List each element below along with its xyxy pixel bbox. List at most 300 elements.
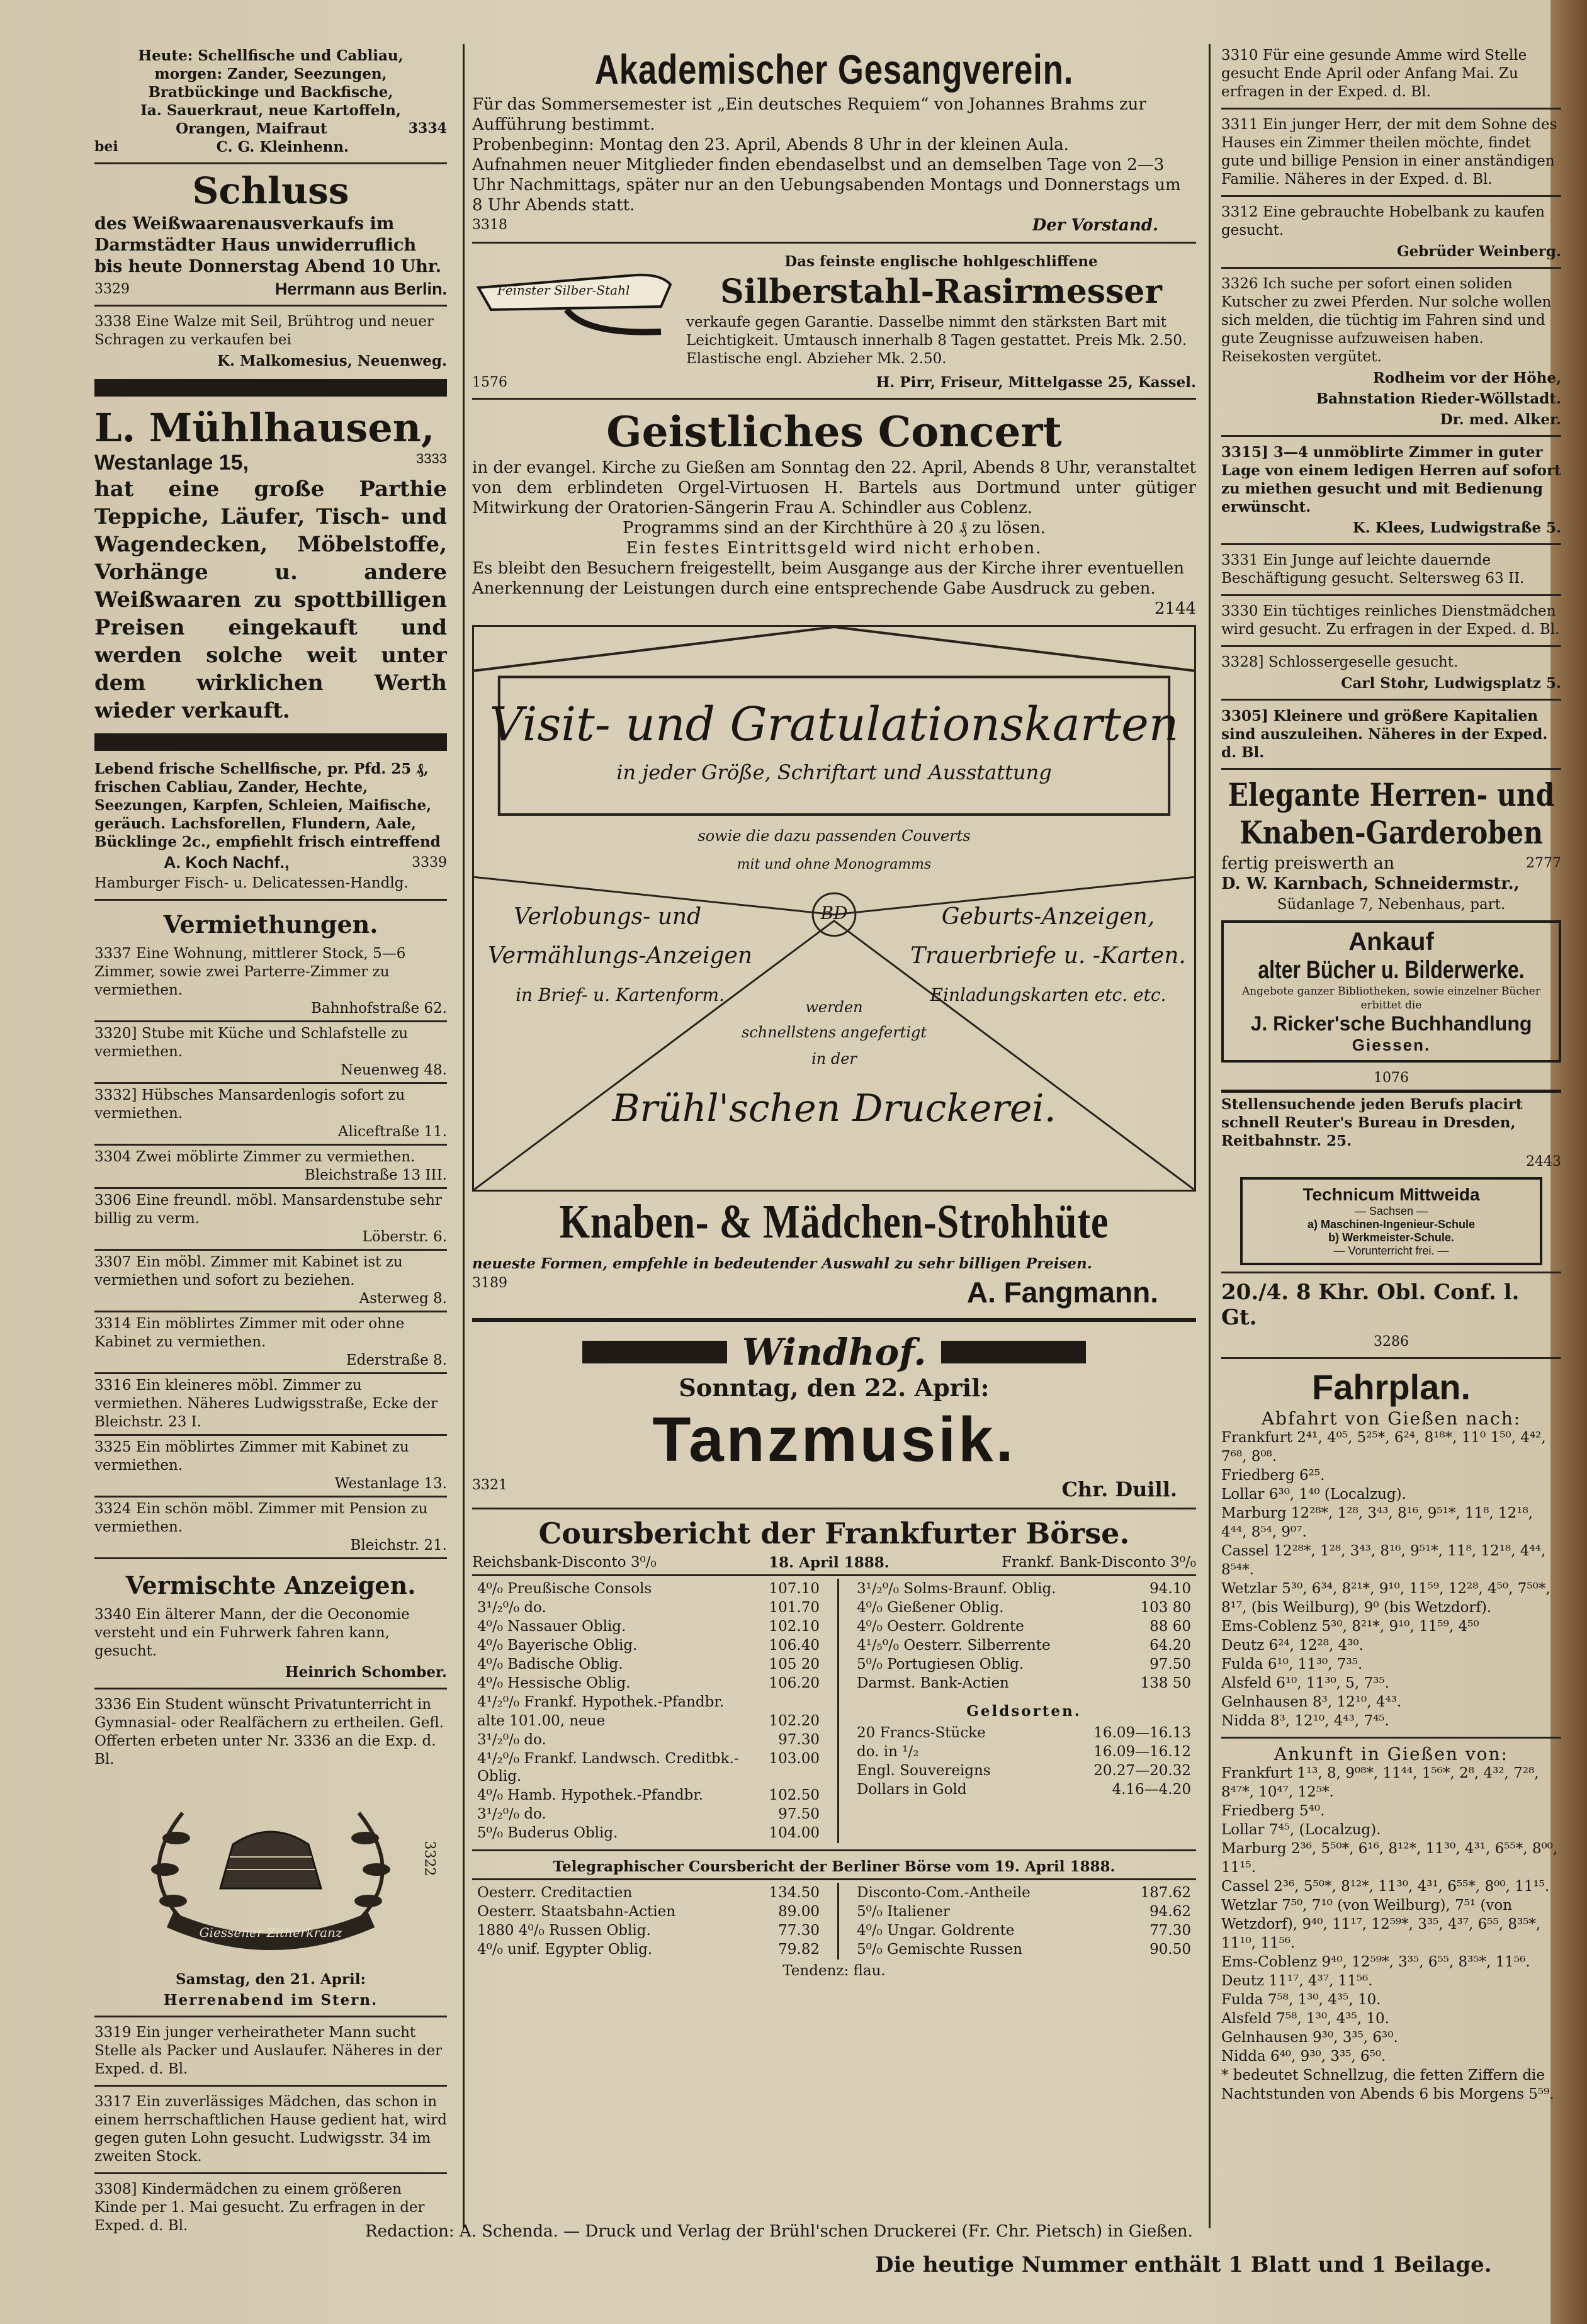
security-value: 4.16—4.20 <box>1112 1781 1191 1798</box>
boerse-row <box>473 1656 823 1673</box>
rental-address: Bahnhofstraße 62. <box>310 1000 447 1017</box>
fahrplan-arrivals-title: Ankunft in Gießen von: <box>1274 1744 1508 1764</box>
security-name: 3¹/₂⁰/₀ do. <box>477 1732 546 1748</box>
rental-text: 3337 Eine Wohnung, mittlerer Stock, 5—6 Zimmer, sowie zwei Parterre-Zimmer zu vermiethen. <box>94 945 406 998</box>
boerse-row <box>853 1656 1195 1673</box>
boerse-date: 18. April 1888. <box>769 1554 890 1571</box>
envelope-center-3: in der <box>811 1050 857 1068</box>
rental-ad <box>94 1025 447 1080</box>
security-value: 16.09—16.13 <box>1093 1725 1191 1741</box>
divider <box>472 242 1196 244</box>
security-value: 89.00 <box>778 1904 820 1920</box>
security-value: 77.30 <box>1149 1922 1191 1939</box>
boerse-tables <box>472 1579 1196 1843</box>
geldsorten-row <box>853 1743 1195 1761</box>
rental-ad <box>94 1500 447 1555</box>
boerse-row <box>473 1731 823 1749</box>
right-ad: 3312 Eine gebrauchte Hobelbank zu kaufen gesucht. <box>1221 204 1545 239</box>
pointing-hand-icon <box>582 1341 727 1363</box>
rental-address: Asterweg 8. <box>359 1290 447 1307</box>
left-column <box>94 44 447 2235</box>
timetable-row: Cassel 2³⁶, 5⁵⁰*, 8¹²*, 11³⁰, 4³¹, 6⁵⁵*, 8⁰⁰, 11¹⁵. <box>1221 1878 1550 1895</box>
fish-line: Orangen, Maifraut <box>176 120 327 137</box>
rental-ad <box>94 1253 447 1308</box>
security-value: 106.40 <box>769 1637 820 1654</box>
rental-text: 3307 Ein möbl. Zimmer mit Kabinet ist zu vermiethen und sofort zu beziehen. <box>94 1254 403 1289</box>
right-ad-signature: Gebrüder Weinberg. <box>1396 243 1561 260</box>
security-name: do. in ¹/₂ <box>857 1744 919 1760</box>
boerse-row <box>473 1637 823 1654</box>
boerse-row <box>473 1580 823 1598</box>
windhof-header <box>472 1331 1196 1374</box>
boerse-discount-left: Reichsbank-Disconto 3⁰/₀ <box>472 1554 657 1571</box>
envelope-title: Visit- und Gratulationskarten <box>489 697 1179 752</box>
tanzmusik-title: Tanzmusik. <box>652 1404 1016 1475</box>
security-name: 5⁰/₀ Portugiesen Oblig. <box>857 1656 1024 1672</box>
geldsorten-title: Geldsorten. <box>966 1703 1082 1720</box>
boerse-row <box>853 1580 1195 1598</box>
mix-ad: 3317 Ein zuverlässiges Mädchen, das schon in einem herrschaftlichen Hause gedient hat, wird gegen guten Lohn gesucht. Ludwigsstr. 34 im zweiten Stock. <box>94 2094 447 2165</box>
mix-ad: 3336 Ein Student wünscht Privatunterricht in Gymnasial- oder Realfächern zu ertheilen. Gefl. Offerten erbeten unter Nr. 3336 an die Exp. d. Bl. <box>94 1696 444 1768</box>
timetable-row: Friedberg 6²⁵. <box>1221 1467 1325 1484</box>
divider <box>1221 768 1561 770</box>
divider <box>94 1187 447 1189</box>
gesangverein-probe: Probenbeginn: Montag den 23. April, Abends 8 Uhr in der kleinen Aula. <box>472 135 1069 154</box>
boerse-left-table <box>472 1579 825 1843</box>
timetable-row: Marburg 2³⁶, 5⁵⁰*, 6¹⁶, 8¹²*, 11³⁰, 4³¹, 6⁵⁵*, 8⁰⁰, 11¹⁵. <box>1221 1841 1558 1876</box>
razor-icon <box>472 250 680 344</box>
rental-ad <box>94 1315 447 1370</box>
footer-redaction: Redaction: A. Schenda. — Druck und Verlag der Brühl'schen Druckerei (Fr. Chr. Pietsch) in Gießen. <box>365 2222 1193 2241</box>
divider <box>94 2172 447 2174</box>
gesangverein-body: Für das Sommersemester ist „Ein deutsches Requiem“ von Johannes Brahms zur Aufführung bestimmt. <box>472 95 1146 134</box>
fish-line: morgen: Zander, Seezungen, <box>154 65 387 82</box>
mix-ad: 3319 Ein junger verheiratheter Mann sucht Stelle als Packer und Auslaufer. Näheres in der Exped. d. Bl. <box>94 2024 443 2077</box>
security-name: 20 Francs-Stücke <box>857 1725 986 1741</box>
security-value: 64.20 <box>1149 1637 1191 1654</box>
boerse-row <box>473 1693 823 1711</box>
ad-number: 2443 <box>1526 1154 1561 1170</box>
rental-ad <box>94 1192 447 1246</box>
ad-number: 1576 <box>472 375 507 390</box>
fahrplan-arrivals <box>1221 1764 1561 2066</box>
security-value: 102.50 <box>769 1787 820 1803</box>
security-name: Engl. Souvereigns <box>857 1763 991 1779</box>
rental-text: 3320] Stube mit Küche und Schlafstelle zu vermiethen. <box>94 1025 409 1060</box>
divider <box>94 1434 447 1436</box>
right-ad: 3330 Ein tüchtiges reinliches Dienstmädchen wird gesucht. Zu erfragen in der Exped. d. Bl. <box>1221 603 1560 638</box>
envelope-bottom: Brühl'schen Druckerei. <box>612 1086 1056 1131</box>
divider <box>1221 645 1561 647</box>
rental-text: 3314 Ein möblirtes Zimmer mit oder ohne Kabinet zu vermiethen. <box>94 1316 405 1350</box>
timetable-row: Deutz 6²⁴, 12²⁸, 4³⁰. <box>1221 1637 1364 1654</box>
gesangverein-aufnahme: Aufnahmen neuer Mitglieder finden ebendaselbst und an demselben Tage von 2—3 Uhr Nachmittags, später nur an den Uebungsabenden Montags und Donnerstags um 8 Uhr Abends statt. <box>472 155 1181 215</box>
boerse-row <box>473 1599 823 1616</box>
tanzmusik-date: Sonntag, den 22. April: <box>679 1374 990 1402</box>
divider <box>94 1372 447 1374</box>
razor-blade-text: Feinster Silber-Stahl <box>497 283 630 298</box>
security-value: 77.30 <box>778 1922 820 1939</box>
concert-programme: Programms sind an der Kirchthüre à 20 ₰ zu lösen. <box>623 519 1046 538</box>
windhof-title: Windhof. <box>742 1331 927 1374</box>
divider <box>472 1878 1196 1880</box>
razor-title: Silberstahl-Rasirmesser <box>720 273 1162 311</box>
right-ad-signature: Bahnstation Rieder-Wöllstadt. <box>1316 390 1561 407</box>
rental-ad <box>94 1377 447 1431</box>
security-name: 4⁰/₀ Ungar. Goldrente <box>857 1922 1015 1939</box>
berlin-row <box>853 1903 1195 1921</box>
divider <box>94 1144 447 1146</box>
rental-text: 3316 Ein kleineres möbl. Zimmer zu vermiethen. Näheres Ludwigsstraße, Ecke der Bleichstr. 23 I. <box>94 1377 438 1430</box>
boerse-row <box>473 1786 823 1804</box>
timetable-row: Marburg 12²⁸*, 1²⁸, 3⁴³, 8¹⁶, 9⁵¹*, 11⁸, 12¹⁸, 4⁴⁴, 8⁵⁴, 9⁰⁷. <box>1221 1505 1533 1540</box>
timetable-row: Wetzlar 7⁵⁰, 7¹⁰ (von Weilburg), 7⁵¹ (von Wetzdorf), 9⁴⁰, 11¹⁷, 12⁵⁹*, 3³⁵, 4³⁷, 6⁵⁵, 8³⁵*, 11¹⁰, 11⁵⁶. <box>1221 1897 1541 1951</box>
envelope-right-3: Einladungskarten etc. etc. <box>930 984 1166 1005</box>
boerse-row <box>473 1750 823 1785</box>
divider <box>1221 543 1561 545</box>
berlin-row <box>853 1884 1195 1902</box>
geldsorten-table <box>852 1723 1196 1800</box>
security-name: 4⁰/₀ Hessische Oblig. <box>477 1675 631 1691</box>
garderoben-signature: D. W. Karnbach, Schneidermstr., <box>1221 874 1520 893</box>
column-rule <box>837 1883 839 1960</box>
razor-signature: H. Pirr, Friseur, Mittelgasse 25, Kassel. <box>876 374 1196 391</box>
fish-line: Bratbückinge und Backfische, <box>148 84 393 101</box>
obligation-line: 20./4. 8 Khr. Obl. Conf. l. Gt. <box>1221 1280 1520 1330</box>
middle-column <box>472 44 1196 2235</box>
razor-head: Das feinste englische hohlgeschliffene <box>784 253 1098 270</box>
boerse-title: Coursbericht der Frankfurter Börse. <box>538 1516 1130 1550</box>
berlin-right-table <box>852 1883 1196 1960</box>
security-value: 106.20 <box>769 1675 820 1691</box>
divider <box>94 899 447 901</box>
security-name: Oesterr. Creditactien <box>477 1885 633 1901</box>
garderoben-title: Elegante Herren- und Knaben-Garderoben <box>1228 776 1555 851</box>
ad-number: 3286 <box>1374 1334 1409 1350</box>
strohhuete-title: Knaben- & Mädchen-Strohhüte <box>559 1195 1109 1248</box>
security-value: 101.70 <box>769 1599 820 1616</box>
rental-address: Neuenweg 48. <box>341 1062 447 1078</box>
column-rule <box>837 1579 839 1843</box>
muehlhausen-address: Westanlage 15, <box>94 451 249 475</box>
boerse-row <box>473 1805 823 1823</box>
divider <box>472 1318 1196 1322</box>
berlin-row <box>853 1941 1195 1958</box>
security-name: 5⁰/₀ Buderus Oblig. <box>477 1825 618 1841</box>
gesangverein-signature: Der Vorstand. <box>1032 216 1158 235</box>
zither-emblem <box>94 1775 447 1964</box>
security-value: 103.00 <box>769 1751 820 1767</box>
timetable-row: Fulda 6¹⁰, 11³⁰, 7³⁵. <box>1221 1656 1363 1672</box>
fahrplan-departures-title: Abfahrt von Gießen nach: <box>1261 1408 1522 1429</box>
berlin-row <box>853 1922 1195 1939</box>
ad-number: 2144 <box>1154 599 1196 618</box>
security-value: 105 20 <box>769 1656 820 1672</box>
divider <box>472 1508 1196 1509</box>
black-bar <box>94 733 447 751</box>
security-value: 134.50 <box>769 1885 820 1901</box>
vermiethungen-title: Vermiethungen. <box>163 910 378 939</box>
security-value: 107.10 <box>769 1581 820 1597</box>
koch-body: Lebend frische Schellfische, pr. Pfd. 25 ₰, frischen Cabliau, Zander, Hechte, Seezungen, Karpfen, Schleien, Maifische, geräuch. Lachsforellen, Flundern, Aale, Bücklinge 2c., empfiehlt frisch eintreffend <box>94 760 441 850</box>
timetable-row: Frankfurt 1¹³, 8, 9⁰⁸*, 11⁴⁴, 1⁵⁶*, 2⁸, 4³², 7²⁸, 8⁴⁷*, 10⁴⁷, 12⁵*. <box>1221 1765 1539 1800</box>
technicum-c: — Vorunterricht frei. — <box>1333 1244 1449 1257</box>
divider <box>94 305 447 307</box>
boerse-row <box>473 1618 823 1635</box>
boerse-row <box>473 1674 823 1692</box>
security-value: 97.30 <box>778 1732 820 1748</box>
divider <box>94 1496 447 1498</box>
security-value <box>765 1693 823 1711</box>
garderoben-body: fertig preiswerth an <box>1221 854 1395 873</box>
security-value: 104.00 <box>769 1825 820 1841</box>
security-name: 4¹/₂⁰/₀ Frankf. Landwsch. Creditbk.-Oblig. <box>477 1751 739 1785</box>
schluss-title: Schluss <box>192 169 349 212</box>
ad-number: 3322 <box>421 1841 438 1876</box>
envelope-ad <box>472 625 1196 1192</box>
security-name: 4⁰/₀ Gießener Oblig. <box>857 1599 1004 1616</box>
divider <box>1221 1090 1561 1093</box>
concert-body: in der evangel. Kirche zu Gießen am Sonntag den 22. April, Abends 8 Uhr, veranstaltet von dem erblindeten Orgel-Virtuosen H. Bartels aus Dortmund unter gütiger Mitwirkung der Oratorien-Sängerin Frau A. Schindler aus Coblenz. <box>472 458 1196 517</box>
envelope-sub: in jeder Größe, Schriftart und Ausstattung <box>616 760 1052 784</box>
koch-signature: A. Koch Nachf., <box>164 853 290 872</box>
berlin-tables <box>472 1883 1196 1960</box>
vermiethungen-list <box>94 945 447 1559</box>
rental-text: 3306 Eine freundl. möbl. Mansardenstube sehr billig zu verm. <box>94 1192 442 1227</box>
security-name: Disconto-Com.-Antheile <box>857 1885 1031 1901</box>
divider <box>1221 1272 1561 1273</box>
concert-note: Es bleibt den Besuchern freigestellt, beim Ausgange aus der Kirche ihrer eventuellen Anerkennung der Leistungen durch eine entsprechende Gabe Ausdruck zu geben. <box>472 559 1185 598</box>
rental-text: 3332] Hübsches Mansardenlogis sofort zu vermiethen. <box>94 1087 405 1122</box>
razor-body: verkaufe gegen Garantie. Dasselbe nimmt den stärksten Bart mit Leichtigkeit. Umtausch innerhalb 8 Tagen gestattet. Preis Mk. 2.50. Elastische engl. Abzieher Mk. 2.50. <box>686 314 1187 367</box>
divider <box>1221 108 1561 110</box>
divider <box>94 2016 447 2017</box>
right-ad: 3311 Ein junger Herr, der mit dem Sohne des Hauses ein Zimmer theilen möchte, findet gute und billige Pension in einer anständigen Familie. Näheres in der Exped. d. Bl. <box>1221 116 1557 188</box>
boerse-row <box>473 1712 823 1730</box>
walze-signature: K. Malkomesius, Neuenweg. <box>217 353 447 369</box>
security-value: 94.10 <box>1149 1581 1191 1597</box>
security-name: 4⁰/₀ Bayerische Oblig. <box>477 1637 638 1654</box>
divider <box>94 162 447 164</box>
timetable-row: Ems-Coblenz 5³⁰, 8²¹*, 9¹⁰, 11⁵⁹, 4⁵⁰ <box>1221 1618 1479 1635</box>
right-ad: 3315] 3—4 unmöblirte Zimmer in guter Lage von einem ledigen Herren auf sofort zu miethen gesucht und mit Bedienung erwünscht. <box>1221 444 1561 516</box>
rental-address: Ederstraße 8. <box>346 1352 447 1368</box>
divider <box>1221 1357 1561 1359</box>
security-value: 16.09—16.12 <box>1093 1744 1191 1760</box>
tendenz: Tendenz: flau. <box>782 1963 886 1979</box>
envelope-center-1: werden <box>805 998 863 1016</box>
timetable-row: Cassel 12²⁸*, 1²⁸, 3⁴³, 8¹⁶, 9⁵¹*, 11⁸, 12¹⁸, 4⁴⁴, 8⁵⁴*. <box>1221 1543 1546 1578</box>
ad-number: 3339 <box>412 855 447 871</box>
right-ad-signature: Dr. med. Alker. <box>1440 411 1561 428</box>
divider <box>94 2085 447 2087</box>
right-ad: 3326 Ich suche per sofort einen soliden Kutscher zu zwei Pferden. Nur solche wollen sich melden, die tüchtig im Fahren sind und gute Zeugnisse aufzuweisen haben. Reisekosten vergütet. <box>1221 276 1552 365</box>
pointing-hand-icon <box>941 1341 1086 1363</box>
ad-number: 2777 <box>1526 855 1561 871</box>
walze-ad: 3338 Eine Walze mit Seil, Brühtrog und neuer Schragen zu verkaufen bei <box>94 313 434 348</box>
fish-ad <box>94 47 447 156</box>
concert-entry: Ein festes Eintrittsgeld wird nicht erhoben. <box>626 539 1042 558</box>
boerse-row <box>853 1674 1195 1692</box>
technicum-box <box>1240 1177 1542 1265</box>
divider <box>94 1688 447 1689</box>
security-name: 4¹/₅⁰/₀ Oesterr. Silberrente <box>857 1637 1051 1654</box>
timetable-row: Nidda 6⁴⁰, 9³⁰, 3³⁵, 6⁵⁰. <box>1221 2048 1386 2065</box>
technicum-sub: — Sachsen — <box>1354 1205 1428 1217</box>
security-name: Darmst. Bank-Actien <box>857 1675 1009 1691</box>
divider <box>1221 1737 1561 1739</box>
envelope-sub2: sowie die dazu passenden Couverts <box>697 827 971 845</box>
security-value: 97.50 <box>778 1806 820 1822</box>
concert-title: Geistliches Concert <box>606 407 1062 456</box>
zither-event: Herrenabend im Stern. <box>163 1992 378 2009</box>
gesangverein-title: Akademischer Gesangverein. <box>594 46 1074 93</box>
muehlhausen-title: L. Mühlhausen, <box>94 405 435 451</box>
right-ad: 3305] Kleinere und größere Kapitalien sind auszuleihen. Näheres in der Exped. d. Bl. <box>1221 708 1548 761</box>
right-ad: 3328] Schlossergeselle gesucht. <box>1221 654 1459 670</box>
rental-ad <box>94 945 447 1018</box>
security-value: 187.62 <box>1140 1885 1191 1901</box>
security-name: 4⁰/₀ Hamb. Hypothek.-Pfandbr. <box>477 1787 704 1803</box>
ad-number: 3321 <box>472 1477 507 1493</box>
berlin-row <box>473 1884 823 1902</box>
timetable-row: Wetzlar 5³⁰, 6³⁴, 8²¹*, 9¹⁰, 11⁵⁹, 12²⁸, 4⁵⁰, 7⁵⁰*, 8¹⁷, (bis Weilburg), 9⁰ (bis Wetzdorf). <box>1221 1581 1550 1616</box>
timetable-row: Lollar 6³⁰, 1⁴⁰ (Localzug). <box>1221 1486 1406 1503</box>
berlin-title: Telegraphischer Coursbericht der Berliner Börse vom 19. April 1888. <box>553 1858 1115 1875</box>
security-value: 103 80 <box>1140 1599 1191 1616</box>
envelope-right-2: Trauerbriefe u. -Karten. <box>910 943 1186 969</box>
fish-line: Heute: Schellfische und Cabliau, <box>138 47 404 64</box>
security-name: 3¹/₂⁰/₀ Solms-Braunf. Oblig. <box>857 1581 1056 1597</box>
security-name: 1880 4⁰/₀ Russen Oblig. <box>477 1922 651 1939</box>
timetable-row: Gelnhausen 9³⁰, 3³⁵, 6³⁰. <box>1221 2029 1398 2046</box>
ankauf-box <box>1221 920 1561 1063</box>
envelope-sub3: mit und ohne Monogramms <box>737 857 932 872</box>
divider <box>1221 195 1561 197</box>
ankauf-city: Giessen. <box>1352 1035 1431 1054</box>
technicum-b: b) Werkmeister-Schule. <box>1328 1231 1454 1244</box>
divider <box>472 398 1196 400</box>
security-value: 102.10 <box>769 1618 820 1635</box>
berlin-left-table <box>472 1883 825 1960</box>
tanzmusik-signature: Chr. Duill. <box>1061 1477 1177 1501</box>
divider <box>1221 594 1561 596</box>
divider <box>94 1082 447 1084</box>
boerse-discount-right: Frankf. Bank-Disconto 3⁰/₀ <box>1002 1554 1196 1571</box>
black-bar <box>94 379 447 397</box>
ad-number: 3333 <box>416 451 447 466</box>
security-name: 4⁰/₀ Badische Oblig. <box>477 1656 623 1672</box>
security-name: 3¹/₂⁰/₀ do. <box>477 1599 546 1616</box>
divider <box>1221 699 1561 701</box>
security-name: 3¹/₂⁰/₀ do. <box>477 1806 546 1822</box>
timetable-row: Fulda 7⁵⁸, 1³⁰, 4³⁵, 10. <box>1221 1992 1381 2008</box>
divider <box>1221 435 1561 437</box>
divider <box>472 1849 1196 1851</box>
security-name: 5⁰/₀ Gemischte Russen <box>857 1941 1023 1958</box>
rental-address: Westanlage 13. <box>334 1475 447 1492</box>
security-value: 102.20 <box>769 1713 820 1729</box>
fahrplan-note: * bedeutet Schnellzug, die fetten Ziffern die Nachtstunden von Abends 6 bis Morgens 5⁵⁹. <box>1221 2067 1554 2102</box>
vermischte-title: Vermischte Anzeigen. <box>125 1571 416 1599</box>
timetable-row: Gelnhausen 8³, 12¹⁰, 4⁴³. <box>1221 1694 1402 1710</box>
security-value: 138 50 <box>1140 1675 1191 1691</box>
divider <box>94 1311 447 1312</box>
security-value: 94.62 <box>1149 1904 1191 1920</box>
right-ad-signature: Carl Stohr, Ludwigsplatz 5. <box>1341 675 1561 692</box>
timetable-row: Deutz 11¹⁷, 4³⁷, 11⁵⁶. <box>1221 1973 1373 1989</box>
stellen-ad: Stellensuchende jeden Berufs placirt schnell Reuter's Bureau in Dresden, Reitbahnstr. 25. <box>1221 1096 1523 1149</box>
ad-number: 3318 <box>472 217 507 233</box>
rental-ad <box>94 1148 447 1185</box>
security-name: 5⁰/₀ Italiener <box>857 1904 950 1920</box>
security-value: 79.82 <box>778 1941 820 1958</box>
boerse-row <box>853 1599 1195 1616</box>
envelope-right-1: Geburts-Anzeigen, <box>941 904 1155 930</box>
mix-ad: 3340 Ein älterer Mann, der die Oeconomie versteht und ein Fuhrwerk fahren kann, gesucht. <box>94 1606 410 1659</box>
timetable-row: Frankfurt 2⁴¹, 4⁰⁵, 5²⁵*, 6²⁴, 8¹⁸*, 11⁰ 1⁵⁰, 4⁴², 7⁶⁸, 8⁰⁸. <box>1221 1430 1546 1465</box>
envelope-left-3: in Brief- u. Kartenform. <box>516 984 725 1005</box>
rental-text: 3325 Ein möblirtes Zimmer mit Kabinet zu vermiethen. <box>94 1439 409 1474</box>
ankauf-signature: J. Ricker'sche Buchhandlung <box>1250 1012 1532 1035</box>
security-value: 88 60 <box>1149 1618 1191 1635</box>
security-name: alte 101.00, neue <box>477 1713 606 1729</box>
emblem-text: Giessener Zitherkranz <box>199 1925 342 1940</box>
schluss-body: des Weißwaarenausverkaufs im Darmstädter Haus unwiderruflich bis heute Donnerstag Abend 10 Uhr. <box>94 214 441 276</box>
column-rule-left <box>463 44 465 2228</box>
divider <box>472 1574 1196 1576</box>
security-value: 90.50 <box>1149 1941 1191 1958</box>
muehlhausen-body: hat eine große Parthie Teppiche, Läufer, Tisch- und Wagendecken, Möbelstoffe, Vorhänge u. andere Weißwaaren zu spottbilligen Preisen eingekauft und werden solche weit unter dem wirklichen Werth wieder verkauft. <box>94 477 447 723</box>
fahrplan-title: Fahrplan. <box>1311 1367 1471 1407</box>
geldsorten-row <box>853 1781 1195 1798</box>
divider <box>94 1557 447 1559</box>
zither-date: Samstag, den 21. April: <box>176 1971 366 1988</box>
fangmann-signature: A. Fangmann. <box>966 1276 1158 1309</box>
envelope-monogram: BD <box>820 903 848 923</box>
rental-address: Bleichstraße 13 III. <box>304 1167 447 1183</box>
technicum-a: a) Maschinen-Ingenieur-Schule <box>1307 1218 1476 1231</box>
fahrplan-departures <box>1221 1428 1561 1730</box>
ad-number: 1076 <box>1374 1070 1409 1086</box>
ad-number: 3189 <box>472 1275 507 1291</box>
boerse-right-table <box>852 1579 1196 1693</box>
security-name: 4⁰/₀ Nassauer Oblig. <box>477 1618 626 1635</box>
berlin-row <box>473 1922 823 1939</box>
fish-line: Ia. Sauerkraut, neue Kartoffeln, <box>140 102 401 119</box>
strohhuete-body: neueste Formen, empfehle in bedeutender Auswahl zu sehr billigen Preisen. <box>472 1255 1092 1272</box>
schluss-signature: Herrmann aus Berlin. <box>274 279 447 298</box>
ankauf-title: Ankauf <box>1348 928 1434 956</box>
ankauf-sub: alter Bücher u. Bilderwerke. <box>1258 956 1525 984</box>
divider <box>94 1020 447 1022</box>
boerse-row <box>473 1824 823 1842</box>
timetable-row: Friedberg 5⁴⁰. <box>1221 1803 1325 1819</box>
right-ad: 3310 Für eine gesunde Amme wird Stelle gesucht Ende April oder Anfang Mai. Zu erfragen in der Exped. d. Bl. <box>1221 47 1527 100</box>
mix-ad: 3308] Kindermädchen zu einem größeren Kinde per 1. Mai gesucht. Zu erfragen in der Exped. d. Bl. <box>94 2181 425 2234</box>
envelope-left-1: Verlobungs- und <box>513 904 702 930</box>
column-rule-right <box>1209 44 1211 2228</box>
timetable-row: Ems-Coblenz 9⁴⁰, 12⁵⁹*, 3³⁵, 6⁵⁵, 8³⁵*, 11⁵⁶. <box>1221 1954 1530 1970</box>
fish-sig-prefix: bei <box>94 138 118 155</box>
boerse-row <box>853 1618 1195 1635</box>
mix-signature: Heinrich Schomber. <box>285 1664 447 1681</box>
right-ad-signature: Rodheim vor der Höhe, <box>1372 369 1561 386</box>
koch-address: Hamburger Fisch- u. Delicatessen-Handlg. <box>94 875 409 891</box>
security-name: 4⁰/₀ unif. Egypter Oblig. <box>477 1941 653 1958</box>
garderoben-address: Südanlage 7, Nebenhaus, part. <box>1277 896 1506 913</box>
footer-note: Die heutige Nummer enthält 1 Blatt und 1 Beilage. <box>875 2252 1492 2277</box>
